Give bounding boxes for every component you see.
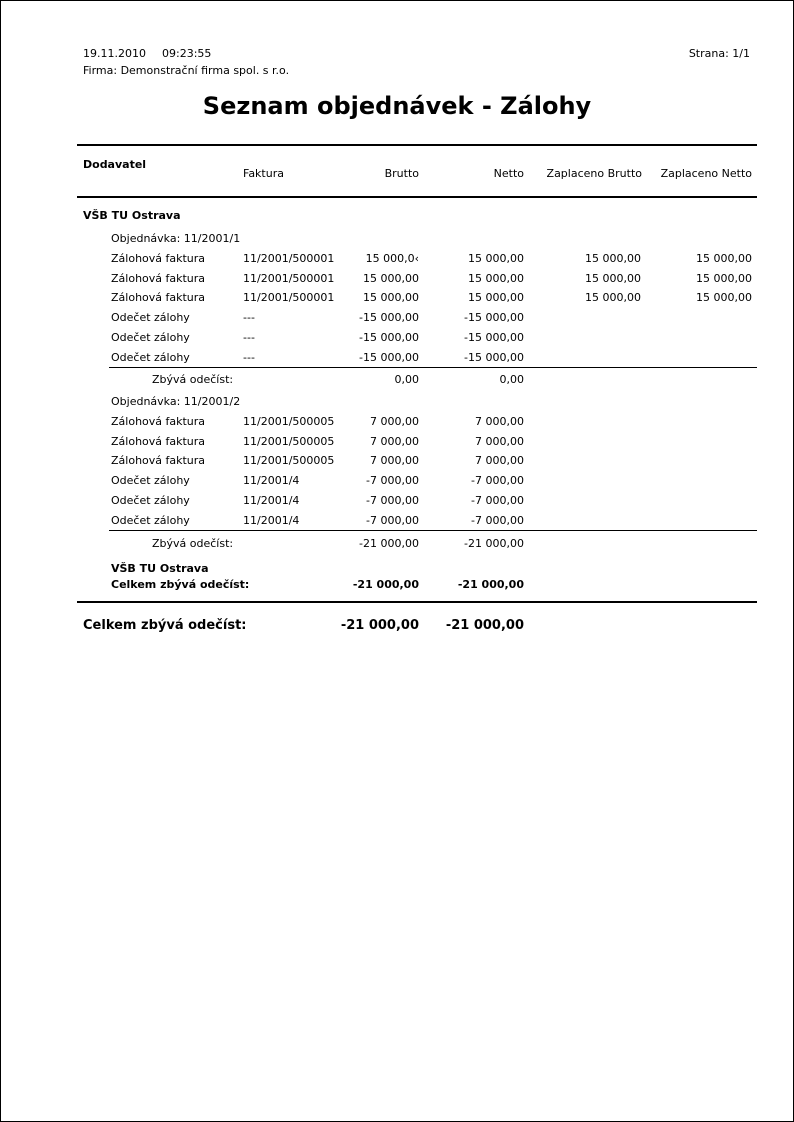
print-date: 19.11.2010 (83, 47, 146, 60)
col-invoice: Faktura (243, 167, 284, 180)
row-invoice: 11/2001/500005 (243, 435, 335, 448)
remaining-label: Zbývá odečíst: (152, 537, 234, 550)
row-gross: 15 000,00 (363, 272, 419, 285)
row-type: Odečet zálohy (111, 474, 190, 487)
grand-total-rule (77, 601, 757, 603)
grand-total-label: Celkem zbývá odečíst: (83, 618, 247, 633)
row-net: 15 000,00 (468, 252, 524, 265)
col-net: Netto (493, 167, 524, 180)
row-net: 15 000,00 (468, 291, 524, 304)
row-paid-gross: 15 000,00 (585, 272, 641, 285)
supplier-total-net: -21 000,00 (457, 578, 524, 591)
row-net: 15 000,00 (468, 272, 524, 285)
row-net: 7 000,00 (475, 454, 524, 467)
row-net: -15 000,00 (464, 311, 524, 324)
grand-total-net: -21 000,00 (445, 618, 524, 633)
row-type: Odečet zálohy (111, 311, 190, 324)
row-invoice: 11/2001/4 (243, 474, 300, 487)
col-gross: Brutto (384, 167, 419, 180)
row-gross: 15 000,00 (363, 291, 419, 304)
row-invoice: 11/2001/500001 (243, 252, 335, 265)
row-gross: -7 000,00 (366, 494, 419, 507)
row-gross: 7 000,00 (370, 415, 419, 428)
order-label: Objednávka: 11/2001/2 (111, 395, 241, 408)
row-type: Zálohová faktura (111, 252, 206, 265)
order-label: Objednávka: 11/2001/1 (111, 232, 241, 245)
supplier-total-name: VŠB TU Ostrava (111, 562, 209, 575)
row-paid-net: 15 000,00 (696, 252, 752, 265)
row-paid-net: 15 000,00 (696, 272, 752, 285)
row-type: Odečet zálohy (111, 331, 190, 344)
col-paid-gross: Zaplaceno Brutto (546, 167, 642, 180)
row-invoice: 11/2001/4 (243, 514, 300, 527)
remaining-gross: -21 000,00 (359, 537, 419, 550)
row-invoice: 11/2001/4 (243, 494, 300, 507)
grand-total-gross: -21 000,00 (340, 618, 419, 633)
header-top-rule (77, 144, 757, 146)
supplier-name: VŠB TU Ostrava (83, 209, 181, 222)
col-paid-net: Zaplaceno Netto (660, 167, 752, 180)
supplier-total-label: Celkem zbývá odečíst: (111, 578, 250, 591)
row-gross: -15 000,00 (359, 311, 419, 324)
row-type: Zálohová faktura (111, 454, 206, 467)
row-net: 7 000,00 (475, 435, 524, 448)
page-number: Strana: 1/1 (688, 47, 750, 60)
supplier-total-gross: -21 000,00 (352, 578, 419, 591)
row-net: -7 000,00 (471, 474, 524, 487)
header-bottom-rule (77, 196, 757, 198)
row-paid-gross: 15 000,00 (585, 252, 641, 265)
row-invoice: --- (243, 311, 255, 324)
row-gross: -7 000,00 (366, 514, 419, 527)
row-gross: 7 000,00 (370, 454, 419, 467)
remaining-net: 0,00 (499, 373, 524, 386)
row-invoice: 11/2001/500005 (243, 454, 335, 467)
row-gross: 7 000,00 (370, 435, 419, 448)
row-net: -15 000,00 (464, 331, 524, 344)
row-net: -7 000,00 (471, 514, 524, 527)
remaining-label: Zbývá odečíst: (152, 373, 234, 386)
remaining-gross: 0,00 (394, 373, 419, 386)
row-type: Odečet zálohy (111, 494, 190, 507)
order-subtotal-rule (109, 367, 757, 368)
row-net: -15 000,00 (464, 351, 524, 364)
row-invoice: 11/2001/500005 (243, 415, 335, 428)
remaining-net: -21 000,00 (464, 537, 524, 550)
row-type: Zálohová faktura (111, 272, 206, 285)
firm-name: Firma: Demonstrační firma spol. s r.o. (83, 64, 290, 77)
row-invoice: --- (243, 331, 255, 344)
report-title: Seznam objednávek - Zálohy (202, 92, 592, 120)
row-gross: -15 000,00 (359, 351, 419, 364)
print-time: 09:23:55 (162, 47, 212, 60)
row-paid-gross: 15 000,00 (585, 291, 641, 304)
row-invoice: 11/2001/500001 (243, 272, 335, 285)
row-gross: -15 000,00 (359, 331, 419, 344)
row-gross: 15 000,0‹ (365, 252, 419, 265)
row-type: Zálohová faktura (111, 415, 206, 428)
col-supplier: Dodavatel (83, 158, 147, 171)
row-paid-net: 15 000,00 (696, 291, 752, 304)
row-net: -7 000,00 (471, 494, 524, 507)
row-invoice: --- (243, 351, 255, 364)
row-type: Odečet zálohy (111, 514, 190, 527)
row-invoice: 11/2001/500001 (243, 291, 335, 304)
row-type: Zálohová faktura (111, 435, 206, 448)
order-subtotal-rule (109, 530, 757, 531)
row-type: Odečet zálohy (111, 351, 190, 364)
row-type: Zálohová faktura (111, 291, 206, 304)
row-gross: -7 000,00 (366, 474, 419, 487)
row-net: 7 000,00 (475, 415, 524, 428)
